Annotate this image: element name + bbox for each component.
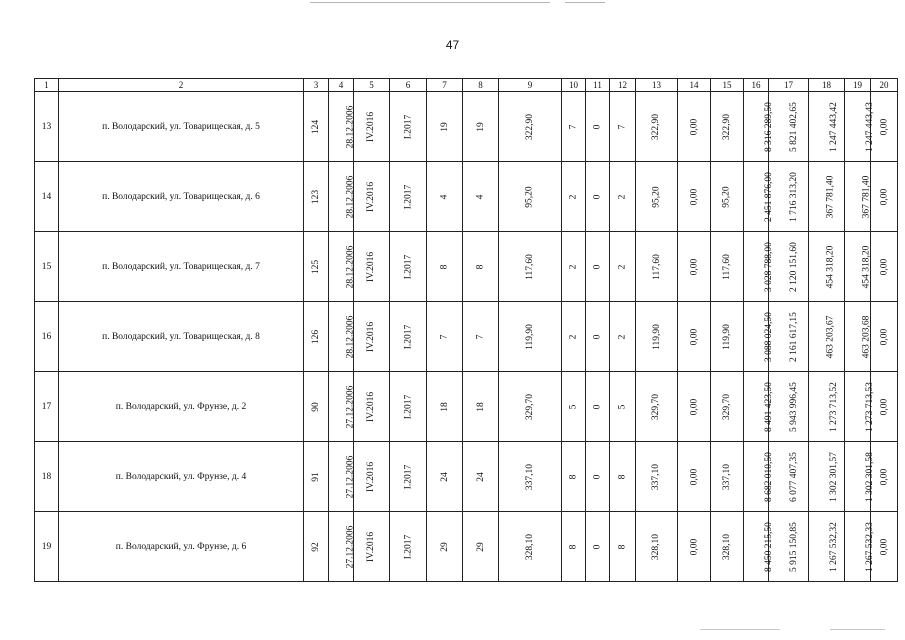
period-cell [354,232,390,302]
cell-text: 90 [311,401,321,412]
value-cell [845,302,871,372]
cell-text: 367 781,40 [861,175,872,218]
address-cell: п. Володарский, ул. Товарищеская, д. 5 [59,92,304,162]
cell-text: 1 267 532,33 [864,521,875,572]
date-cell [329,232,354,302]
cell-text: 117,60 [651,253,662,280]
value-cell [809,302,845,372]
cell-text: 29 [439,541,450,552]
cell-text: 2 [617,334,628,339]
cell-text: 0 [592,404,603,409]
value-cell [711,232,744,302]
cell-text: 2 [568,264,579,269]
cell-text: 322,90 [722,113,732,140]
cell-text: I.2017 [402,324,413,349]
value-cell [636,302,678,372]
cell-text: 8 682 010,50 [763,451,774,502]
value-cell [586,162,610,232]
value-cell [744,302,774,372]
value-cell [845,512,875,582]
row-number: 17 [35,372,59,442]
cell-text: 1 302 301,57 [828,451,839,502]
period-cell [354,92,390,162]
value-cell [562,442,586,512]
cell-text: 1 273 713,53 [864,381,875,432]
period-cell [354,442,390,512]
date-cell [329,372,354,442]
cell-text: 337,10 [722,463,732,490]
cell-text: 328,10 [525,533,535,560]
value-cell [610,442,636,512]
table-row [35,442,898,512]
cell-text: 2 161 617,15 [788,311,799,362]
cell-text: 95,20 [651,185,662,208]
value-cell [304,92,329,162]
cell-text: 322,90 [525,113,535,140]
cell-text: 0 [592,124,603,129]
cell-text: 2 [617,264,628,269]
value-cell [427,372,463,442]
cell-text: 0,00 [689,398,699,415]
value-cell [610,302,636,372]
period-cell [390,162,427,232]
column-header: 19 [845,79,871,92]
address-cell: п. Володарский, ул. Товарищеская, д. 7 [59,232,304,302]
cell-text: I.2017 [402,534,413,559]
value-cell [871,302,898,372]
value-cell [304,372,329,442]
cell-text: 337,10 [525,463,535,490]
cell-text: 123 [311,189,321,204]
cell-text: 119,90 [651,323,662,350]
cell-text: 92 [311,541,321,552]
value-cell [304,512,329,582]
period-cell [390,372,427,442]
cell-text: 2 451 876,00 [763,171,774,222]
value-cell [845,162,871,232]
date-cell [329,162,354,232]
cell-text: 8 [475,264,486,269]
column-header: 18 [809,79,845,92]
cell-text: 117,60 [722,253,732,280]
value-cell [744,372,774,442]
cell-text: 8 [617,474,628,479]
cell-text: 8 [439,264,450,269]
period-cell [390,232,427,302]
value-cell [499,92,562,162]
column-header: 11 [586,79,610,92]
column-header: 4 [329,79,354,92]
cell-text: 463 203,68 [861,315,872,358]
cell-text: 322,90 [651,113,662,140]
cell-text: 463 203,67 [825,315,836,358]
cell-text: 7 [475,334,486,339]
address-cell: п. Володарский, ул. Фрунзе, д. 6 [59,512,304,582]
value-cell [463,92,499,162]
column-header: 7 [427,79,463,92]
cell-text: 119,90 [722,323,732,350]
cell-text: 8 [617,544,628,549]
address-cell: п. Володарский, ул. Фрунзе, д. 2 [59,372,304,442]
period-cell [354,302,390,372]
cell-text: 5 943 996,45 [788,381,799,432]
value-cell [744,162,774,232]
value-cell [711,92,744,162]
value-cell [562,302,586,372]
value-cell [586,92,610,162]
value-cell [769,302,809,372]
cell-text: 0 [592,264,603,269]
cell-text: I.2017 [402,464,413,489]
value-cell [562,162,586,232]
cell-text: 2 [617,194,628,199]
value-cell [678,162,711,232]
value-cell [499,372,562,442]
cell-text: 1 273 713,52 [828,381,839,432]
value-cell [427,232,463,302]
value-cell [636,372,678,442]
value-cell [871,232,898,302]
page-number: 47 [445,38,460,52]
period-cell [354,162,390,232]
value-cell [463,232,499,302]
value-cell [499,442,562,512]
table-row [35,512,898,582]
cell-text: 3 028 788,00 [763,241,774,292]
cell-text: 7 [617,124,628,129]
cell-text: 3 088 024,50 [763,311,774,362]
cell-text: 2 [568,334,579,339]
value-cell [586,512,610,582]
cell-text: 1 302 301,58 [864,451,875,502]
cell-text: 454 318,20 [825,245,836,288]
cell-text: I.2017 [402,254,413,279]
cell-text: 0,00 [879,328,889,345]
cell-text: 5 915 150,85 [788,521,799,572]
value-cell [809,92,845,162]
cell-text: 0,00 [879,188,889,205]
table-row [35,302,898,372]
value-cell [463,302,499,372]
address-cell: п. Володарский, ул. Товарищеская, д. 6 [59,162,304,232]
cell-text: 0,00 [689,328,699,345]
column-header: 10 [562,79,586,92]
cell-text: 124 [311,119,321,134]
cell-text: 1 267 532,32 [828,521,839,572]
period-cell [390,302,427,372]
value-cell [610,162,636,232]
cell-text: 5 821 402,65 [788,101,799,152]
value-cell [427,92,463,162]
cell-text: 1 247 443,43 [864,101,875,152]
row-number: 14 [35,162,59,232]
cell-text: 6 077 407,35 [788,451,799,502]
value-cell [871,162,898,232]
cell-text: 28.12.2006 [345,105,356,148]
value-cell [845,372,875,442]
value-cell [562,512,586,582]
period-cell [354,372,390,442]
value-cell [499,232,562,302]
period-cell [390,512,427,582]
value-cell [586,372,610,442]
row-number: 13 [35,92,59,162]
value-cell [562,232,586,302]
cell-text: 337,10 [651,463,662,490]
column-header: 8 [463,79,499,92]
value-cell [463,442,499,512]
value-cell [427,302,463,372]
column-header: 3 [304,79,329,92]
table-row [35,92,898,162]
address-cell: п. Володарский, ул. Фрунзе, д. 4 [59,442,304,512]
value-cell [769,442,809,512]
cell-text: 28.12.2006 [345,175,356,218]
cell-text: 119,90 [525,323,535,350]
value-cell [809,442,845,512]
cell-text: 329,70 [651,393,662,420]
column-header: 6 [390,79,427,92]
date-cell [329,512,354,582]
value-cell [711,442,744,512]
value-cell [711,162,744,232]
cell-text: 91 [311,471,321,482]
value-cell [678,232,711,302]
cell-text: IV.2016 [366,391,377,422]
scan-edge-line [565,2,605,3]
value-cell [769,92,809,162]
cell-text: 117,60 [525,253,535,280]
value-cell [304,232,329,302]
row-number: 18 [35,442,59,512]
value-cell [711,302,744,372]
value-cell [427,512,463,582]
cell-text: 329,70 [722,393,732,420]
date-cell [329,92,354,162]
cell-text: 19 [475,121,486,132]
cell-text: 8 [568,474,579,479]
value-cell [304,442,329,512]
column-header: 16 [744,79,769,92]
value-cell [809,232,845,302]
cell-text: 328,10 [651,533,662,560]
value-cell [809,162,845,232]
cell-text: 454 318,20 [861,245,872,288]
cell-text: 0,00 [879,538,889,555]
value-cell [586,302,610,372]
period-cell [390,442,427,512]
value-cell [678,512,711,582]
address-cell: п. Володарский, ул. Товарищеская, д. 8 [59,302,304,372]
value-cell [304,162,329,232]
table-row [35,372,898,442]
value-cell [769,372,809,442]
cell-text: 0,00 [879,398,889,415]
cell-text: 0 [592,474,603,479]
cell-text: 8 491 423,50 [763,381,774,432]
date-cell [329,302,354,372]
column-header: 2 [59,79,304,92]
value-cell [610,232,636,302]
value-cell [845,442,875,512]
value-cell [809,512,845,582]
header-row [35,79,898,92]
cell-text: 8 316 289,50 [763,101,774,152]
value-cell [463,512,499,582]
column-header: 14 [678,79,711,92]
data-table [34,78,898,582]
column-header: 15 [711,79,744,92]
column-header: 20 [871,79,898,92]
value-cell [499,302,562,372]
scan-edge-line [830,629,885,630]
cell-text: 0 [592,194,603,199]
cell-text: 0,00 [879,118,889,135]
cell-text: 0,00 [689,258,699,275]
value-cell [610,92,636,162]
cell-text: 28.12.2006 [345,245,356,288]
column-header: 12 [610,79,636,92]
column-header: 9 [499,79,562,92]
cell-text: 0,00 [879,258,889,275]
cell-text: 28.12.2006 [345,315,356,358]
column-header: 17 [769,79,809,92]
cell-text: 4 [439,194,450,199]
cell-text: 329,70 [525,393,535,420]
cell-text: 7 [568,124,579,129]
cell-text: IV.2016 [366,531,377,562]
scan-edge-line [700,629,780,630]
cell-text: IV.2016 [366,321,377,352]
value-cell [636,232,678,302]
value-cell [769,512,809,582]
cell-text: 2 [568,194,579,199]
date-cell [329,442,354,512]
cell-text: 5 [617,404,628,409]
value-cell [809,372,845,442]
cell-text: 125 [311,259,321,274]
value-cell [744,512,774,582]
cell-text: 27.12.2006 [345,525,356,568]
cell-text: I.2017 [402,114,413,139]
value-cell [678,92,711,162]
cell-text: 0,00 [879,468,889,485]
row-number: 16 [35,302,59,372]
value-cell [610,372,636,442]
value-cell [769,162,809,232]
cell-text: 0,00 [689,188,699,205]
value-cell [427,442,463,512]
cell-text: 0 [592,544,603,549]
cell-text: 24 [475,471,486,482]
column-header: 1 [35,79,59,92]
value-cell [499,512,562,582]
cell-text: IV.2016 [366,251,377,282]
cell-text: IV.2016 [366,181,377,212]
cell-text: 18 [475,401,486,412]
value-cell [610,512,636,582]
column-header: 13 [636,79,678,92]
value-cell [744,442,774,512]
cell-text: 95,20 [525,185,535,208]
value-cell [845,92,875,162]
cell-text: 0,00 [689,118,699,135]
cell-text: 5 [568,404,579,409]
value-cell [769,232,809,302]
cell-text: 8 [568,544,579,549]
value-cell [636,92,678,162]
value-cell [845,232,871,302]
value-cell [711,512,744,582]
value-cell [463,372,499,442]
cell-text: 27.12.2006 [345,455,356,498]
value-cell [636,162,678,232]
value-cell [562,372,586,442]
value-cell [636,442,678,512]
value-cell [499,162,562,232]
cell-text: 0 [592,334,603,339]
value-cell [744,232,774,302]
cell-text: 95,20 [722,185,732,208]
value-cell [304,302,329,372]
cell-text: 0,00 [689,538,699,555]
value-cell [711,372,744,442]
row-number: 15 [35,232,59,302]
cell-text: 19 [439,121,450,132]
cell-text: 7 [439,334,450,339]
scan-edge-line [310,2,550,3]
cell-text: I.2017 [402,394,413,419]
value-cell [636,512,678,582]
column-header: 5 [354,79,390,92]
cell-text: 8 450 215,50 [763,521,774,572]
cell-text: 1 716 313,20 [788,171,799,222]
cell-text: IV.2016 [366,461,377,492]
value-cell [586,232,610,302]
table-row [35,162,898,232]
value-cell [744,92,774,162]
cell-text: 367 781,40 [825,175,836,218]
table-row [35,232,898,302]
cell-text: 1 247 443,42 [828,101,839,152]
value-cell [562,92,586,162]
cell-text: 0,00 [689,468,699,485]
period-cell [354,512,390,582]
value-cell [427,162,463,232]
cell-text: 126 [311,329,321,344]
period-cell [390,92,427,162]
cell-text: I.2017 [402,184,413,209]
row-number: 19 [35,512,59,582]
cell-text: IV.2016 [366,111,377,142]
cell-text: 24 [439,471,450,482]
value-cell [586,442,610,512]
value-cell [463,162,499,232]
cell-text: 328,10 [722,533,732,560]
value-cell [678,442,711,512]
cell-text: 2 120 151,60 [788,241,799,292]
value-cell [678,302,711,372]
cell-text: 27.12.2006 [345,385,356,428]
value-cell [678,372,711,442]
cell-text: 18 [439,401,450,412]
cell-text: 29 [475,541,486,552]
cell-text: 4 [475,194,486,199]
